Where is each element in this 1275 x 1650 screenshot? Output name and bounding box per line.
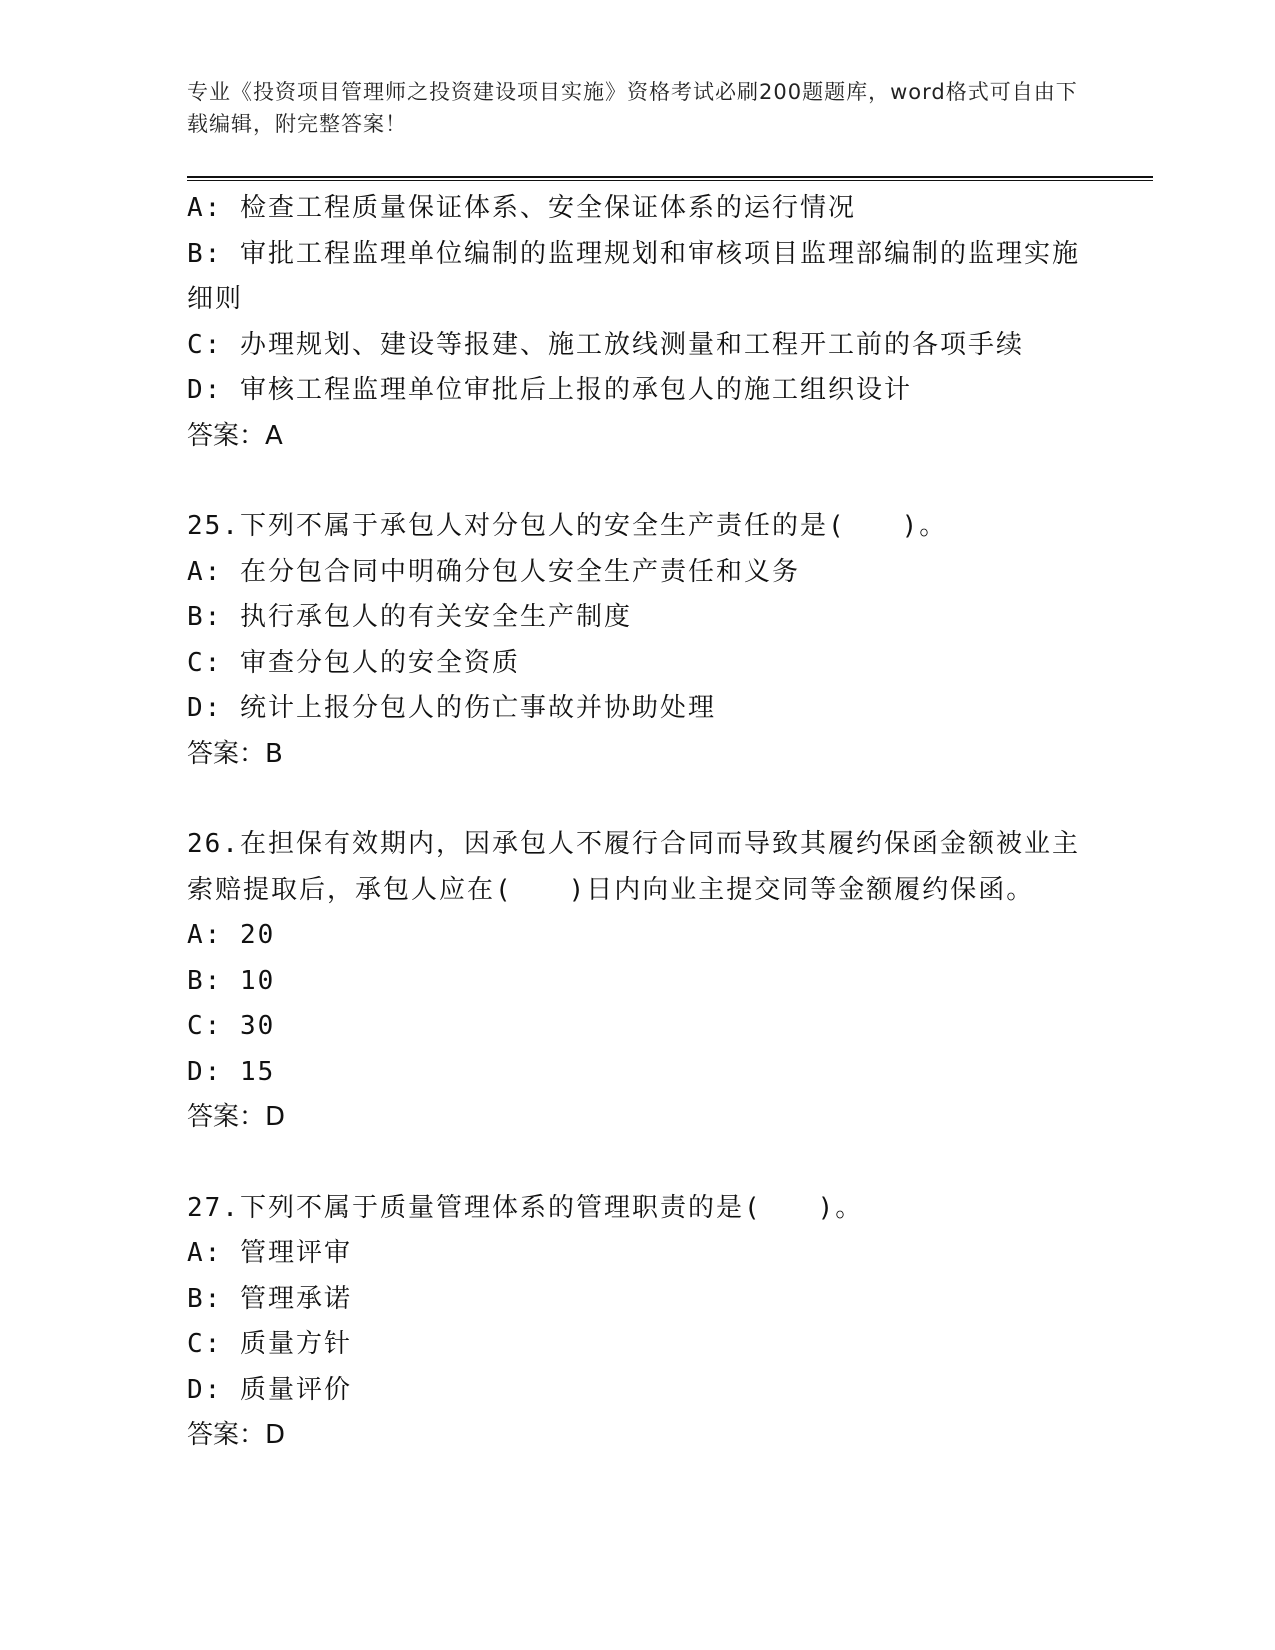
answer-value: D <box>265 1102 286 1132</box>
answer-label: 答案： <box>187 420 266 451</box>
answer-value: D <box>265 1420 286 1450</box>
page-header <box>187 76 1087 140</box>
header-divider <box>187 176 1153 181</box>
answer-label: 答案： <box>187 1102 266 1132</box>
option-b: B: 执行承包人的有关安全生产制度 <box>187 602 632 632</box>
option-d: D: 审核工程监理单位审批后上报的承包人的施工组织设计 <box>187 375 912 405</box>
option-c: C: 审查分包人的安全资质 <box>187 647 520 678</box>
spacer <box>187 459 1087 504</box>
option-b: B: 审批工程监理单位编制的监理规划和审核项目监理部编制的监理实施细则 <box>187 238 1080 314</box>
answer-line <box>187 732 1087 778</box>
answer-line <box>187 1095 1087 1141</box>
answer-value: A <box>265 420 283 451</box>
option-a: A: 20 <box>187 920 276 950</box>
option-a: A: 检查工程质量保证体系、安全保证体系的运行情况 <box>187 193 856 223</box>
option-a: A: 在分包合同中明确分包人安全生产责任和义务 <box>187 556 800 587</box>
option-d: D: 统计上报分包人的伤亡事故并协助处理 <box>187 693 716 723</box>
question-block-26 <box>187 822 1087 1141</box>
option-a: A: 管理评审 <box>187 1238 352 1268</box>
answer-value: B <box>265 738 283 769</box>
question-block-27 <box>187 1186 1087 1459</box>
question-block-25 <box>187 504 1087 777</box>
option-c: C: 办理规划、建设等报建、施工放线测量和工程开工前的各项手续 <box>187 329 1024 360</box>
option-c: C: 30 <box>187 1011 276 1041</box>
answer-label: 答案： <box>187 738 266 769</box>
header-title: 专业《投资项目管理师之投资建设项目实施》资格考试必刷200题题库，word格式可自由下载编辑，附完整答案！ <box>187 80 1078 136</box>
answer-line <box>187 1413 1087 1459</box>
spacer <box>187 777 1087 822</box>
question-list <box>187 186 1087 1459</box>
question-stem: 27.下列不属于质量管理体系的管理职责的是( )。 <box>187 1192 864 1223</box>
spacer <box>187 1141 1087 1186</box>
question-stem: 26.在担保有效期内，因承包人不履行合同而导致其履约保函金额被业主索赔提取后，承包人应在( )日内向业主提交同等金额履约保函。 <box>187 829 1080 905</box>
answer-label: 答案： <box>187 1420 266 1450</box>
option-c: C: 质量方针 <box>187 1329 352 1359</box>
question-stem: 25.下列不属于承包人对分包人的安全生产责任的是( )。 <box>187 511 948 541</box>
option-d: D: 15 <box>187 1056 276 1087</box>
option-d: D: 质量评价 <box>187 1374 352 1405</box>
option-b: B: 管理承诺 <box>187 1283 352 1314</box>
option-b: B: 10 <box>187 965 276 996</box>
answer-line <box>187 414 1087 460</box>
question-block-prev <box>187 186 1087 459</box>
